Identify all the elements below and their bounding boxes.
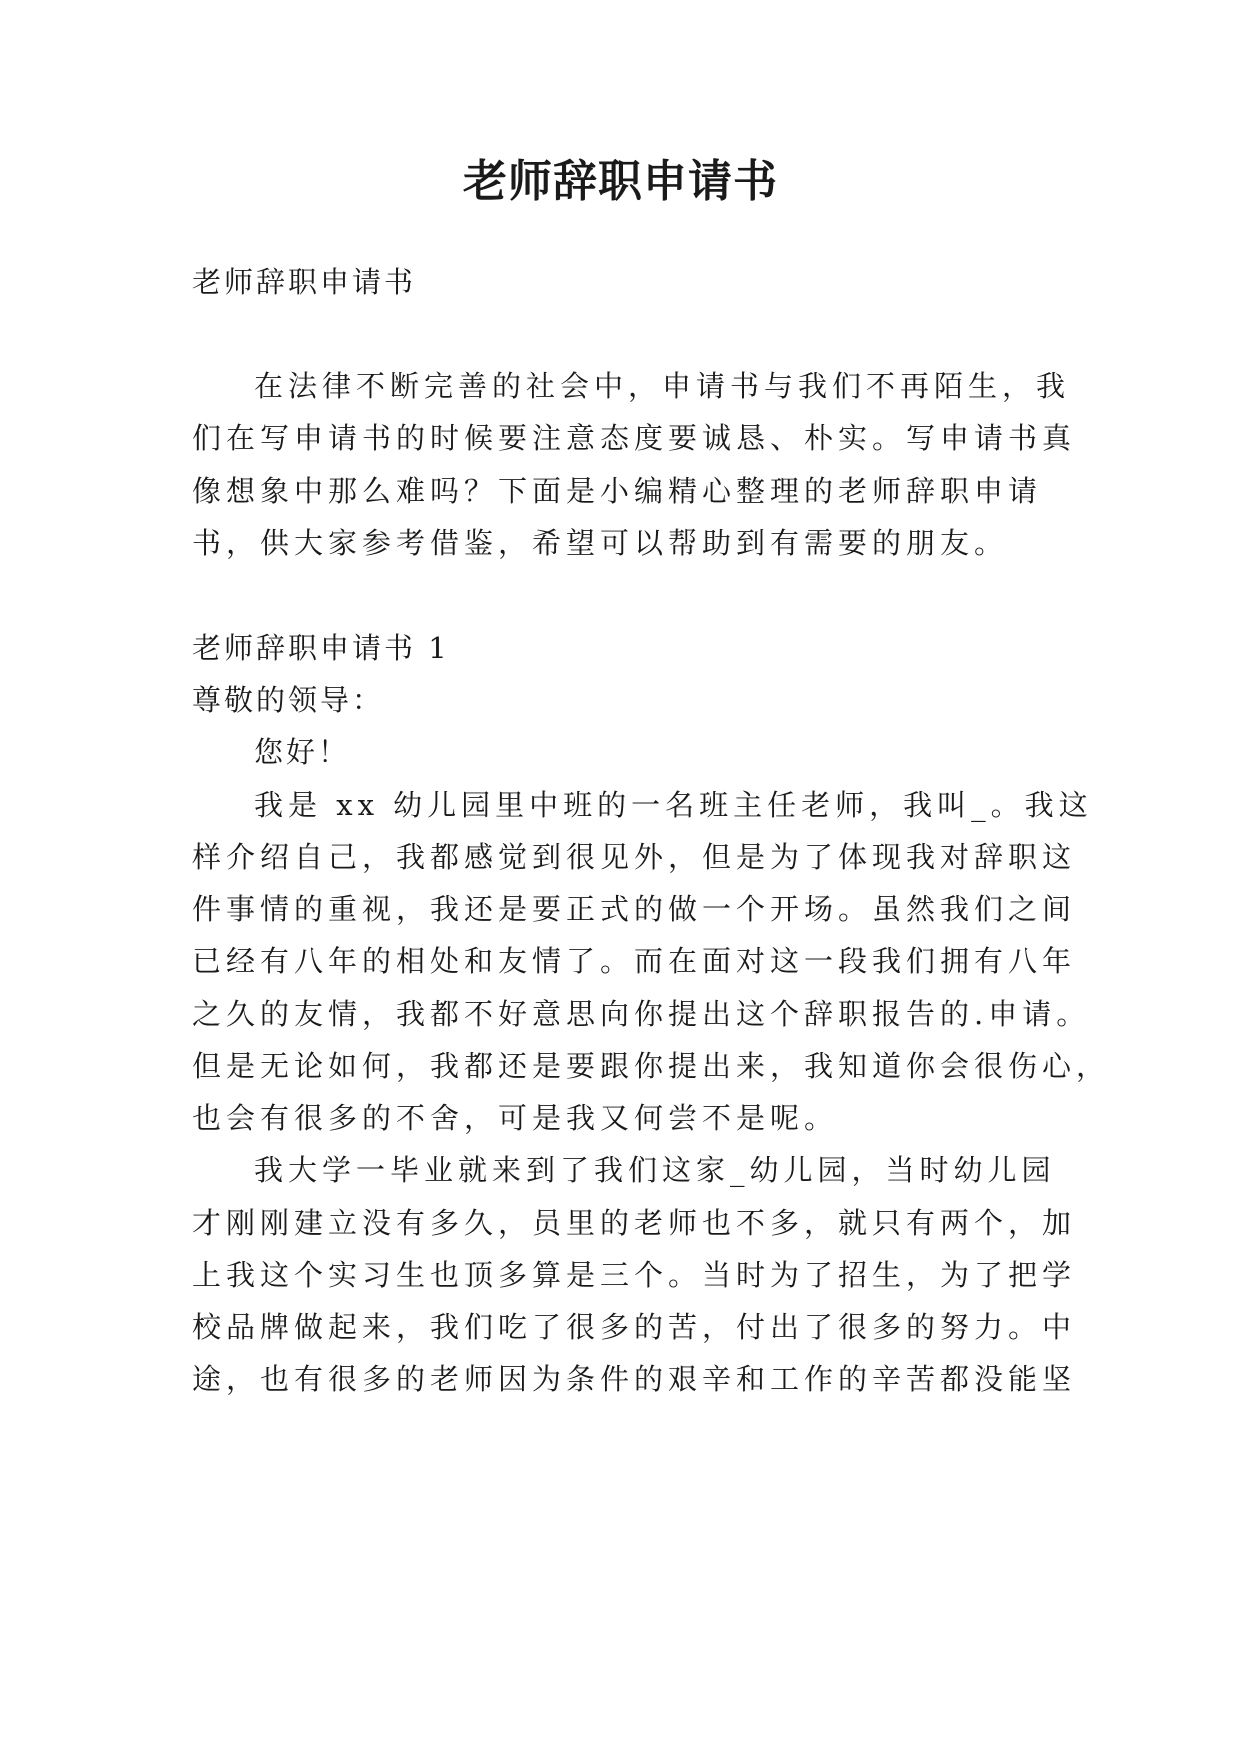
intro-line: 在法律不断完善的社会中，申请书与我们不再陌生，我 [254, 369, 1071, 403]
paragraph-line: 我是 xx 幼儿园里中班的一名班主任老师，我叫_。我这 [254, 788, 1093, 822]
greeting: 您好！ [254, 735, 351, 769]
paragraph-line: 件事情的重视，我还是要正式的做一个开场。虽然我们之间 [192, 892, 1077, 926]
paragraph-line: 校品牌做起来，我们吃了很多的苦，付出了很多的努力。中 [192, 1310, 1077, 1344]
paragraph-line: 我大学一毕业就来到了我们这家_幼儿园，当时幼儿园 [254, 1153, 1056, 1187]
paragraph-line: 上我这个实习生也顶多算是三个。当时为了招生，为了把学 [192, 1258, 1077, 1292]
document-subtitle: 老师辞职申请书 [192, 265, 417, 299]
paragraph-line: 之久的友情，我都不好意思向你提出这个辞职报告的.申请。 [192, 997, 1091, 1031]
paragraph-line: 途，也有很多的老师因为条件的艰辛和工作的辛苦都没能坚 [192, 1362, 1077, 1396]
paragraph-line: 但是无论如何，我都还是要跟你提出来，我知道你会很伤心， [192, 1049, 1111, 1083]
paragraph-line: 也会有很多的不舍，可是我又何尝不是呢。 [192, 1101, 839, 1135]
paragraph-line: 已经有八年的相处和友情了。而在面对这一段我们拥有八年 [192, 944, 1077, 978]
paragraph-line: 才刚刚建立没有多久，员里的老师也不多，就只有两个，加 [192, 1206, 1077, 1240]
salutation: 尊敬的领导： [192, 683, 385, 717]
paragraph-line: 样介绍自己，我都感觉到很见外，但是为了体现我对辞职这 [192, 840, 1077, 874]
intro-line: 书，供大家参考借鉴，希望可以帮助到有需要的朋友。 [192, 526, 1009, 560]
intro-line: 像想象中那么难吗？下面是小编精心整理的老师辞职申请 [192, 474, 1043, 508]
document-title: 老师辞职申请书 [463, 156, 778, 207]
section-heading: 老师辞职申请书 1 [192, 631, 450, 665]
intro-line: 们在写申请书的时候要注意态度要诚恳、朴实。写申请书真 [192, 421, 1077, 455]
